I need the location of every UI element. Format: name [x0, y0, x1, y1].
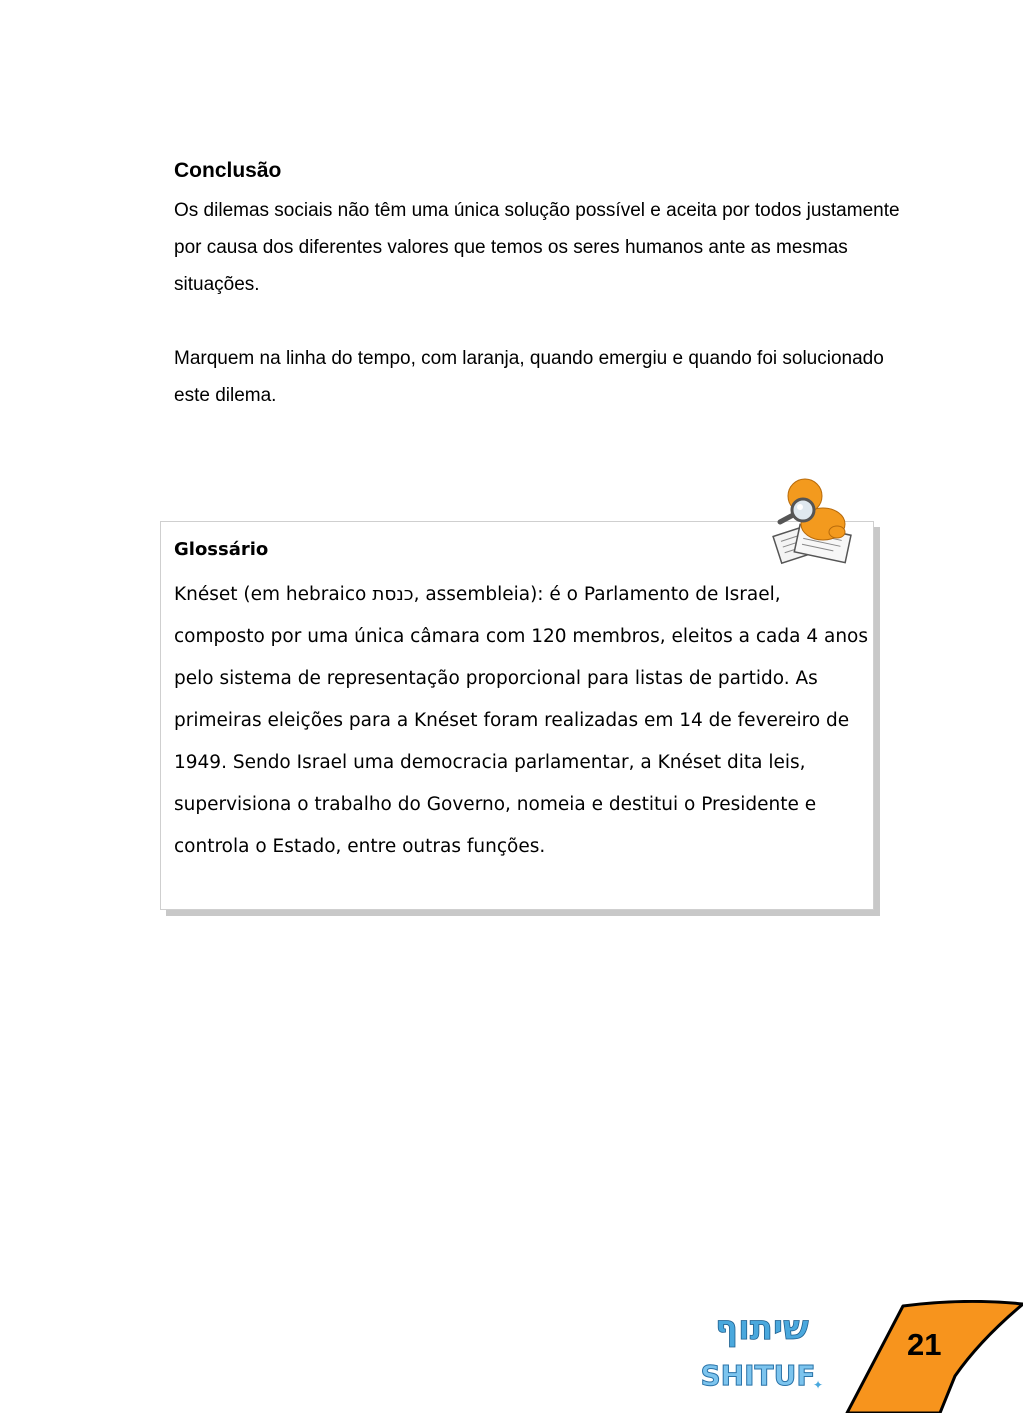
- glossary-box: [160, 521, 874, 910]
- svg-text:✦: ✦: [813, 1378, 824, 1392]
- page-number-tab: [845, 1300, 1023, 1413]
- logo-hebrew: שיתוף: [715, 1308, 809, 1348]
- magnifier-person-icon: [755, 472, 860, 568]
- conclusion-paragraph-2: Marquem na linha do tempo, com laranja, quando emergiu e quando foi solucionado este dilema.: [174, 348, 884, 406]
- conclusion-title: Conclusão: [174, 159, 282, 182]
- page-number: 21: [907, 1327, 942, 1362]
- shituf-logo: [700, 1305, 825, 1393]
- glossary-title: Glossário: [174, 539, 269, 560]
- glossary-text: Knéset (em hebraico כנסת, assembleia): é o Parlamento de Israel, composto por uma única câmara com 120 membros, eleitos a cada 4 anos pelo sistema de representação proporcional para listas de partido. As primeiras eleições para a Knéset foram realizadas em 14 de fevereiro de 1949. Sendo Israel uma democracia parlamentar, a Knéset dita leis, supervisiona o trabalho do Governo, nomeia e destitui o Presidente e controla o Estado, entre outras funções.: [174, 584, 869, 857]
- conclusion-section: [174, 156, 914, 414]
- conclusion-paragraph-1: Os dilemas sociais não têm uma única solução possível e aceita por todos justamente por causa dos diferentes valores que temos os seres humanos ante as mesmas situações.: [174, 200, 900, 295]
- logo-latin: SHITUF: [700, 1359, 816, 1392]
